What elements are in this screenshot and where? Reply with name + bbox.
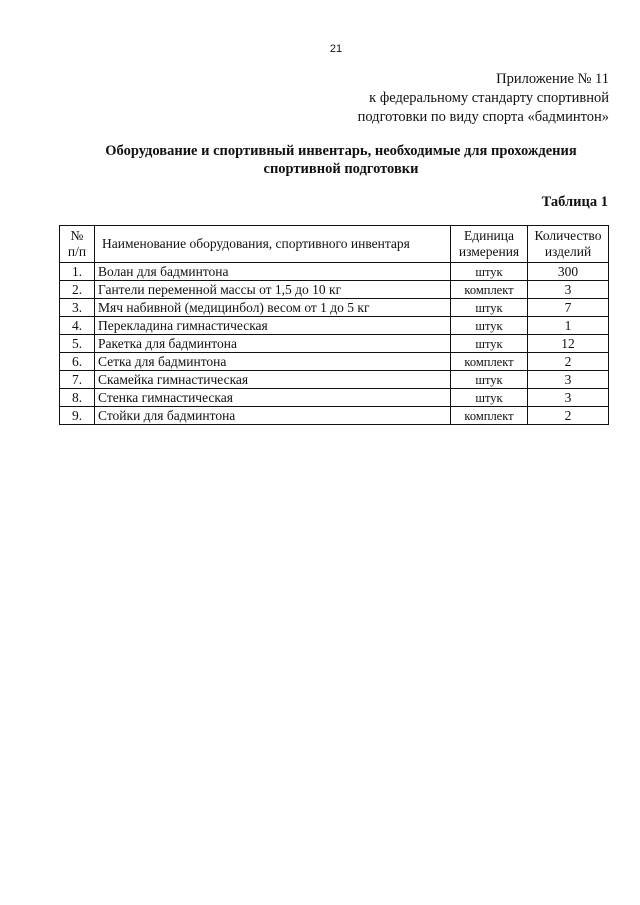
row-unit: комплект	[451, 407, 528, 425]
row-name: Волан для бадминтона	[95, 263, 451, 281]
table-row	[60, 335, 609, 353]
header-qty-line-2: изделий	[544, 244, 592, 259]
row-quantity: 7	[528, 299, 609, 317]
row-number: 9.	[60, 407, 95, 425]
header-num-line-2: п/п	[67, 244, 87, 259]
row-unit: штук	[451, 263, 528, 281]
header-unit	[451, 226, 528, 263]
appendix-line-1: Приложение № 11	[496, 71, 609, 87]
row-name: Стенка гимнастическая	[95, 389, 451, 407]
header-qty	[528, 226, 609, 263]
title-line-2: спортивной подготовки	[263, 161, 419, 177]
row-unit: комплект	[451, 281, 528, 299]
row-quantity: 12	[528, 335, 609, 353]
row-unit: штук	[451, 299, 528, 317]
row-name: Скамейка гимнастическая	[95, 371, 451, 389]
appendix-line-3: подготовки по виду спорта «бадминтон»	[357, 109, 609, 125]
row-quantity: 3	[528, 281, 609, 299]
row-number: 2.	[60, 281, 95, 299]
table-body	[60, 263, 609, 425]
row-quantity: 1	[528, 317, 609, 335]
row-name: Перекладина гимнастическая	[95, 317, 451, 335]
row-number: 4.	[60, 317, 95, 335]
appendix-header	[358, 70, 609, 127]
table-row	[60, 407, 609, 425]
table-row	[60, 389, 609, 407]
table-row	[60, 353, 609, 371]
row-unit: штук	[451, 335, 528, 353]
header-unit-line-1: Единица	[463, 228, 514, 243]
page-number: 21	[329, 43, 343, 55]
row-quantity: 3	[528, 389, 609, 407]
table-row	[60, 299, 609, 317]
row-number: 5.	[60, 335, 95, 353]
table-row	[60, 281, 609, 299]
row-name: Мяч набивной (медицинбол) весом от 1 до 5 кг	[95, 299, 451, 317]
row-number: 8.	[60, 389, 95, 407]
header-qty-line-1: Количество	[534, 228, 602, 243]
row-unit: комплект	[451, 353, 528, 371]
document-title	[60, 142, 622, 178]
table-label: Таблица 1	[541, 194, 608, 210]
header-unit-line-2: измерения	[458, 244, 520, 259]
row-number: 6.	[60, 353, 95, 371]
row-unit: штук	[451, 317, 528, 335]
row-unit: штук	[451, 389, 528, 407]
header-num-line-1: №	[70, 228, 84, 243]
row-quantity: 3	[528, 371, 609, 389]
row-number: 1.	[60, 263, 95, 281]
table-row	[60, 317, 609, 335]
row-name: Сетка для бадминтона	[95, 353, 451, 371]
header-name: Наименование оборудования, спортивного инвентаря	[95, 226, 451, 263]
title-line-1: Оборудование и спортивный инвентарь, необходимые для прохождения	[105, 143, 577, 159]
row-number: 7.	[60, 371, 95, 389]
appendix-line-2: к федеральному стандарту спортивной	[369, 90, 609, 106]
table-header-row	[60, 226, 609, 263]
row-unit: штук	[451, 371, 528, 389]
table-row	[60, 263, 609, 281]
row-name: Ракетка для бадминтона	[95, 335, 451, 353]
row-number: 3.	[60, 299, 95, 317]
row-name: Стойки для бадминтона	[95, 407, 451, 425]
header-num	[60, 226, 95, 263]
row-quantity: 2	[528, 353, 609, 371]
row-quantity: 300	[528, 263, 609, 281]
row-name: Гантели переменной массы от 1,5 до 10 кг	[95, 281, 451, 299]
row-quantity: 2	[528, 407, 609, 425]
equipment-table	[59, 225, 609, 425]
table-row	[60, 371, 609, 389]
